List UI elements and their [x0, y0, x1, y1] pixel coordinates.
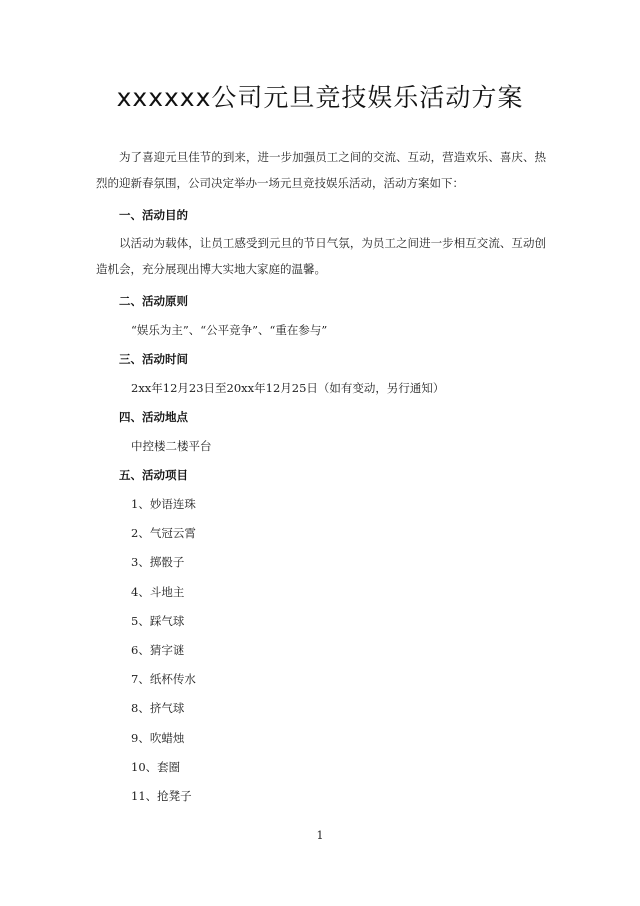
list-item: 1、妙语连珠	[131, 497, 196, 511]
list-item: 4、斗地主	[131, 585, 185, 599]
list-item: 3、掷骰子	[131, 555, 185, 569]
section-heading-time: 三、活动时间	[119, 352, 188, 366]
list-item: 9、吹蜡烛	[131, 731, 185, 745]
list-item: 7、纸杯传水	[131, 672, 196, 686]
section-heading-principle: 二、活动原则	[119, 294, 188, 308]
list-item: 10、套圈	[131, 760, 181, 774]
list-item: 8、挤气球	[131, 701, 185, 715]
section-heading-purpose: 一、活动目的	[119, 208, 188, 222]
section-heading-items: 五、活动项目	[119, 468, 188, 482]
page-number: 1	[316, 829, 324, 842]
place-text: 中控楼二楼平台	[131, 439, 212, 453]
time-text: 2xx年12月23日至20xx年12月25日（如有变动，另行通知）	[131, 381, 445, 395]
list-item: 11、抢凳子	[131, 789, 192, 803]
principle-text: “娱乐为主”、“公平竞争”、“重在参与”	[131, 323, 328, 337]
intro-paragraph: 为了喜迎元旦佳节的到来，进一步加强员工之间的交流、互动，营造欢乐、喜庆、热烈的迎新春氛围，公司决定举办一场元旦竞技娱乐活动，活动方案如下：	[96, 150, 546, 190]
purpose-paragraph: 以活动为载体，让员工感受到元旦的节日气氛，为员工之间进一步相互交流、互动创造机会，充分展现出博大实地大家庭的温馨。	[96, 236, 546, 276]
section-heading-place: 四、活动地点	[119, 410, 188, 424]
list-item: 5、踩气球	[131, 614, 185, 628]
list-item: 2、气冠云霄	[131, 526, 196, 540]
list-item: 6、猜字谜	[131, 643, 185, 657]
document-title: xxxxxx公司元旦竞技娱乐活动方案	[116, 83, 524, 112]
